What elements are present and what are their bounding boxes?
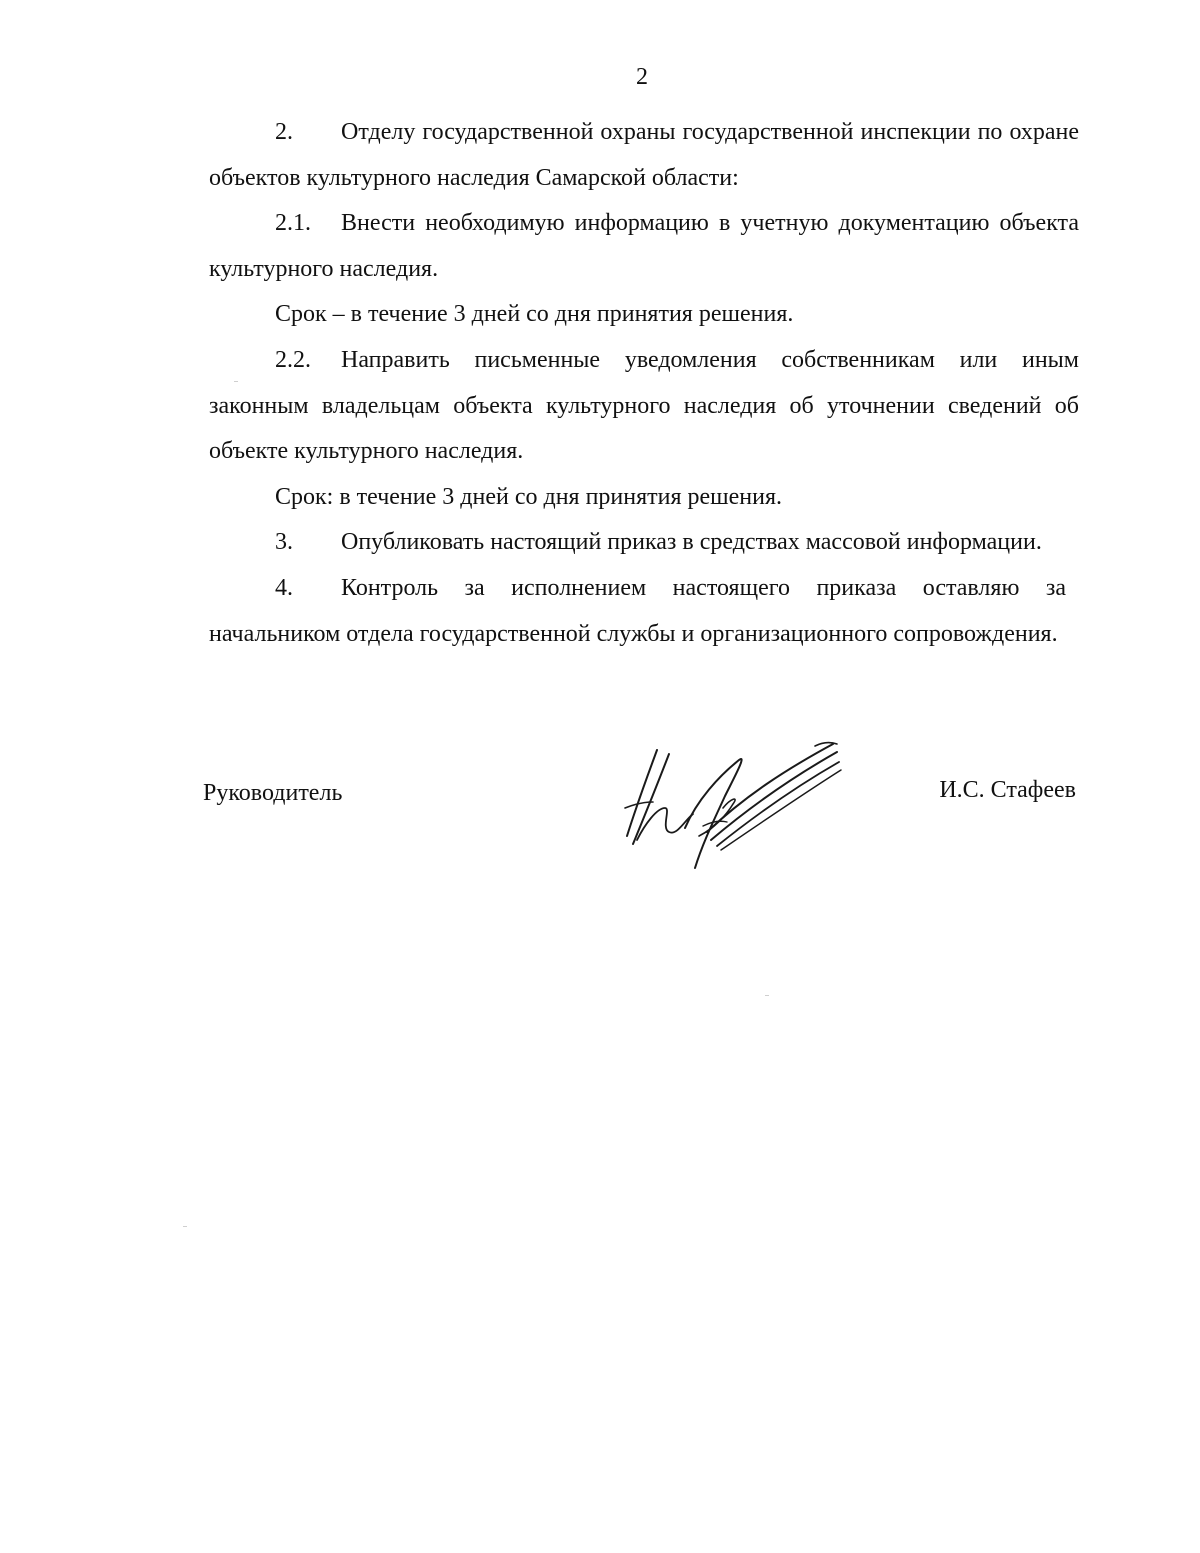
paragraph-text: Направить письменные уведомления собственникам или иным законным владельцам объекта культурного наследия об уточнении сведений об объекте культурного наследия.: [209, 346, 1079, 465]
signatory-role: Руководитель: [203, 780, 343, 806]
paragraph-deadline-1: [209, 292, 1079, 338]
scan-speck: [183, 1226, 187, 1227]
scan-speck: [234, 381, 238, 382]
paragraph-number: 2.1.: [275, 210, 311, 237]
paragraph-text: Внести необходимую информацию в учетную документацию объекта культурного наследия.: [209, 210, 1079, 282]
paragraph-number: 2.2.: [275, 346, 311, 373]
signatory-name: И.С. Стафеев: [939, 777, 1076, 803]
paragraph-text: Срок – в течение 3 дней со дня принятия решения.: [275, 301, 794, 328]
paragraph-deadline-2: [209, 475, 1079, 521]
paragraph-text: Отделу государственной охраны государственной инспекции по охране объектов культурного наследия Самарской области:: [209, 119, 1079, 191]
paragraph-2-1: [209, 201, 1079, 292]
handwritten-signature: [615, 736, 845, 876]
paragraph-text: Опубликовать настоящий приказ в средствах массовой информации.: [341, 529, 1042, 556]
paragraph-number: 3.: [275, 529, 293, 556]
paragraph-number: 2.: [275, 119, 293, 145]
page-number: 2: [636, 64, 648, 90]
paragraph-3: [209, 520, 1066, 566]
paragraph-text: Контроль за исполнением настоящего приказа оставляю за начальником отдела государственной службы и организационного сопровождения.: [209, 574, 1066, 647]
paragraph-4: [209, 566, 1066, 657]
paragraph-text: Срок: в течение 3 дней со дня принятия решения.: [275, 483, 783, 510]
paragraph-2-2: [209, 338, 1079, 475]
signature-block: [203, 760, 1076, 880]
document-body: [209, 110, 1079, 657]
paragraph-number: 4.: [275, 574, 293, 601]
scan-speck: [765, 995, 769, 996]
paragraph-2: [209, 110, 1079, 201]
